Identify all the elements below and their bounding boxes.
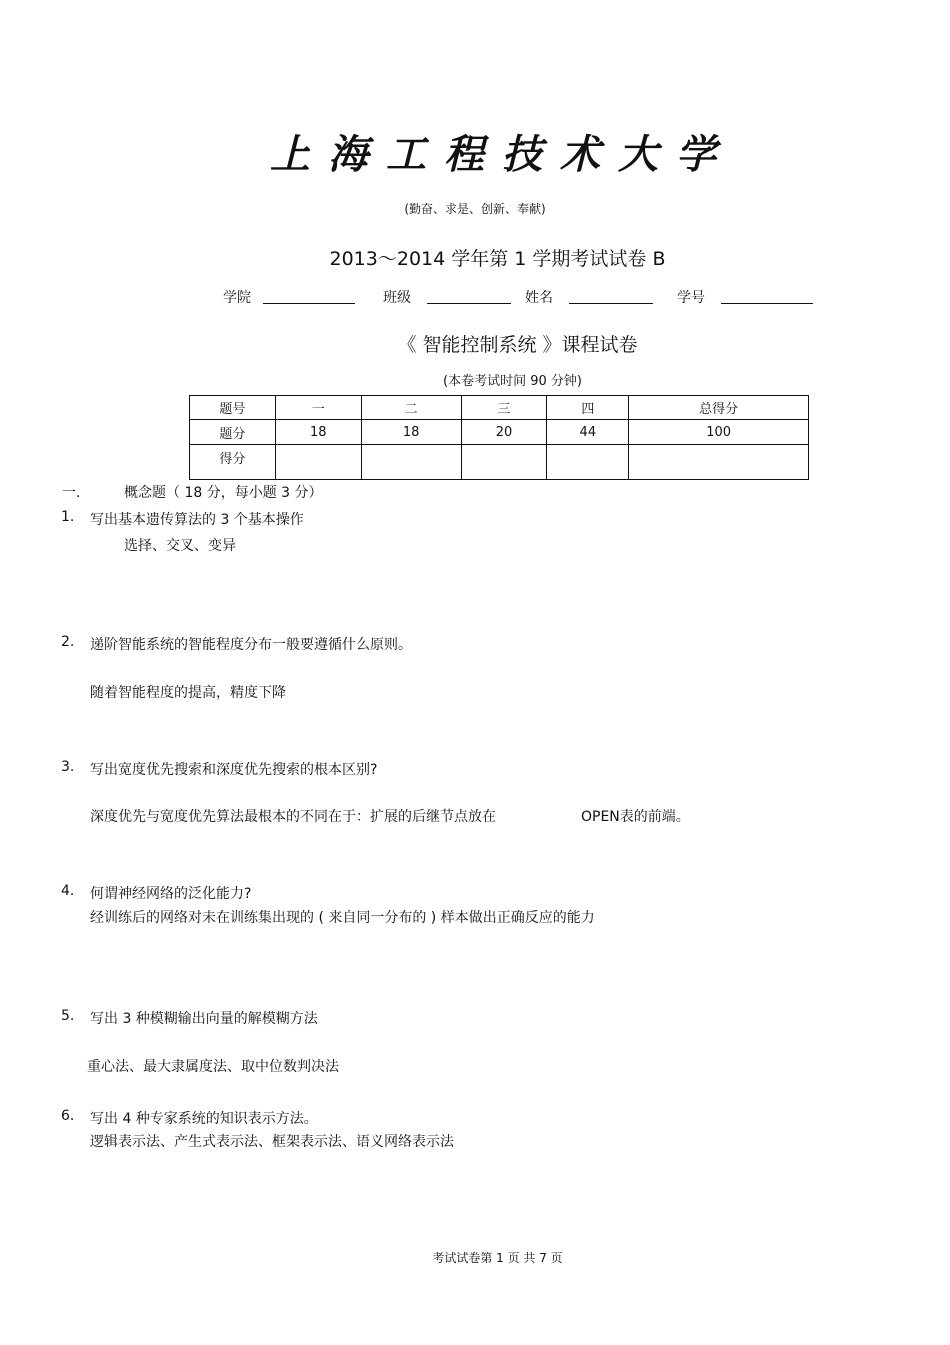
points-cell: 18 <box>275 420 361 445</box>
exam-duration: (本卷考试时间 90 分钟) <box>443 374 582 389</box>
student-id-field <box>677 287 813 307</box>
name-label: 姓名 <box>525 290 553 306</box>
earned-cell <box>629 445 809 480</box>
class-blank <box>427 289 511 304</box>
points-cell: 20 <box>461 420 547 445</box>
question-text: 写出 4 种专家系统的知识表示方法。 <box>90 1111 318 1127</box>
earned-label: 得分 <box>190 445 276 480</box>
question-number: 4. <box>61 883 75 899</box>
page-footer: 考试试卷第 1 页 共 7 页 <box>432 1251 563 1265</box>
question-text: 递阶智能系统的智能程度分布一般要遵循什么原则。 <box>90 637 412 653</box>
score-table-points-row <box>190 420 809 445</box>
points-cell: 44 <box>547 420 629 445</box>
college-field <box>223 287 355 307</box>
question-text: 写出宽度优先搜索和深度优先搜索的根本区别? <box>90 762 378 778</box>
student-id-blank <box>721 289 813 304</box>
header-cell: 题号 <box>190 396 276 420</box>
header-cell: 二 <box>361 396 461 420</box>
university-motto: (勤奋、求是、创新、奉献) <box>404 202 546 216</box>
score-table <box>189 395 809 480</box>
question-text: 写出基本遗传算法的 3 个基本操作 <box>90 512 304 528</box>
earned-cell <box>361 445 461 480</box>
student-id-label: 学号 <box>677 290 705 306</box>
question-number: 3. <box>61 759 75 775</box>
question-number: 1. <box>61 509 75 525</box>
answer-text-tail: OPEN表的前端。 <box>581 809 690 825</box>
earned-cell <box>547 445 629 480</box>
earned-cell <box>275 445 361 480</box>
exam-title: 2013～2014 学年第 1 学期考试试卷 B <box>329 248 666 270</box>
answer-text: 经训练后的网络对未在训练集出现的 ( 来自同一分布的 ) 样本做出正确反应的能力 <box>90 910 595 926</box>
answer-text: 深度优先与宽度优先算法最根本的不同在于：扩展的后继节点放在 <box>90 809 496 825</box>
points-label: 题分 <box>190 420 276 445</box>
answer-text: 逻辑表示法、产生式表示法、框架表示法、语义网络表示法 <box>90 1134 454 1150</box>
section-number: 一. <box>62 485 81 501</box>
header-cell: 三 <box>461 396 547 420</box>
earned-cell <box>461 445 547 480</box>
score-table-earned-row <box>190 445 809 480</box>
header-cell: 四 <box>547 396 629 420</box>
header-cell: 一 <box>275 396 361 420</box>
college-label: 学院 <box>223 290 251 306</box>
name-blank <box>569 289 653 304</box>
points-cell: 18 <box>361 420 461 445</box>
course-title: 《 智能控制系统 》课程试卷 <box>397 334 638 356</box>
name-field <box>525 287 653 307</box>
question-text: 写出 3 种模糊输出向量的解模糊方法 <box>90 1011 318 1027</box>
question-number: 5. <box>61 1008 75 1024</box>
answer-text: 随着智能程度的提高，精度下降 <box>90 685 286 701</box>
class-label: 班级 <box>383 290 411 306</box>
points-cell: 100 <box>629 420 809 445</box>
question-number: 2. <box>61 634 75 650</box>
question-text: 何谓神经网络的泛化能力? <box>90 886 252 902</box>
header-cell: 总得分 <box>629 396 809 420</box>
score-table-header-row <box>190 396 809 420</box>
answer-text: 重心法、最大隶属度法、取中位数判决法 <box>87 1059 339 1075</box>
college-blank <box>263 289 355 304</box>
class-field <box>383 287 511 307</box>
answer-text: 选择、交叉、变异 <box>124 538 236 554</box>
university-logo: 上海工程技术大学 <box>270 131 734 178</box>
question-number: 6. <box>61 1108 75 1124</box>
section-title: 概念题（ 18 分，每小题 3 分） <box>124 485 323 501</box>
